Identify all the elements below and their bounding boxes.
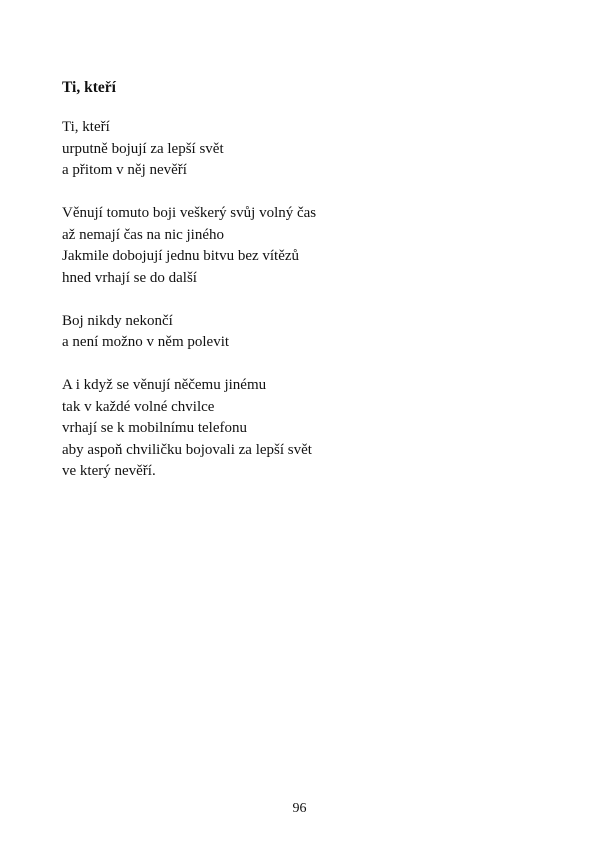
poem-line: a přitom v něj nevěří	[62, 162, 187, 178]
poem-body	[62, 117, 542, 504]
stanza-4	[62, 375, 542, 483]
poem-line: a není možno v něm polevit	[62, 334, 230, 350]
poem-line: tak v každé volné chvilce	[62, 398, 215, 415]
poem-line: až nemají čas na nic jiného	[62, 226, 225, 243]
poem-title: Ti, kteří	[62, 79, 116, 96]
poem-line: urputně bojují za lepší svět	[62, 140, 224, 157]
poem-line: aby aspoň chviličku bojovali za lepší svět	[62, 441, 312, 458]
stanza-1	[62, 117, 542, 182]
page-number: 96	[292, 801, 307, 816]
poem-line: Jakmile dobojují jednu bitvu bez vítězů	[62, 248, 300, 264]
stanza-3	[62, 311, 542, 354]
poem-line: Věnují tomuto boji veškerý svůj volný čas	[62, 205, 317, 221]
poem-line: vrhají se k mobilnímu telefonu	[62, 420, 247, 436]
poem-line: Boj nikdy nekončí	[62, 312, 173, 329]
poem-line: hned vrhají se do další	[62, 269, 197, 286]
poem-line: Ti, kteří	[62, 119, 110, 135]
poem-line: A i když se věnují něčemu jinému	[62, 377, 267, 393]
poem-line: ve který nevěří.	[62, 463, 156, 479]
stanza-2	[62, 203, 542, 289]
